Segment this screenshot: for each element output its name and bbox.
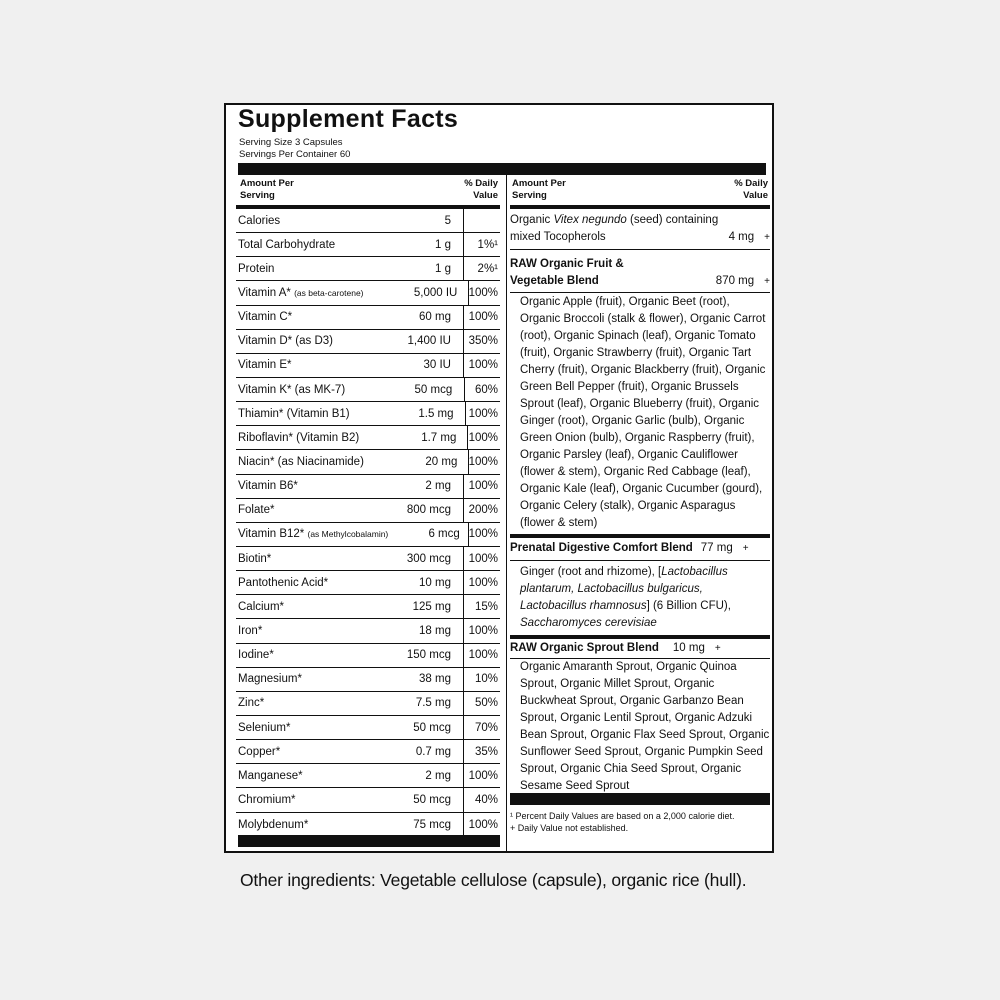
fruit-veg-blend-name-line1: RAW Organic Fruit &: [510, 258, 624, 270]
nutrient-name: [236, 722, 341, 734]
nutrient-row: [236, 450, 500, 474]
nutrient-amount: 60 mg: [419, 311, 451, 324]
nutrient-row: [236, 668, 500, 692]
left-bottom-bar: [238, 835, 500, 847]
nutrient-name-text: Vitamin K* (as MK-7): [238, 383, 346, 396]
nutrient-row: [236, 692, 500, 716]
nutrient-name-text: Protein: [238, 262, 275, 275]
fruit-veg-dv: +: [764, 276, 770, 287]
nutrient-daily-value: 15%: [474, 600, 498, 613]
footnote-dv-basis: ¹ Percent Daily Values are based on a 2,000 calorie diet.: [510, 811, 735, 821]
column-separator: [451, 764, 464, 787]
vitex-italic-name: Vitex negundo: [553, 214, 627, 226]
nutrient-row: [236, 813, 500, 837]
nutrient-amount: 1.5 mg: [418, 407, 454, 420]
column-separator: [451, 595, 464, 618]
nutrient-name: [236, 263, 341, 275]
column-separator: [451, 571, 464, 594]
sprout-ingredients: Organic Amaranth Sprout, Organic Quinoa Sprout, Organic Millet Sprout, Organic Buckwheat Sprout, Organic Garbanzo Bean Sprout, Organic Lentil Sprout, Organic Adzuki Bean Sprout, Organic Flax Seed Sprout, Organic Sunflower Seed Sprout, Organic Pumpkin Seed Sprout, Organic Chia Seed Sprout, Organic Sesame Seed Sprout: [510, 658, 770, 797]
column-separator: [451, 668, 464, 691]
nutrient-name: [236, 697, 341, 709]
nutrient-daily-value: 100%: [468, 407, 498, 420]
nutrient-daily-value: 2%¹: [477, 262, 498, 275]
nutrient-amount: 38 mg: [419, 673, 451, 686]
nutrient-row: [236, 788, 500, 812]
column-separator: [457, 450, 468, 473]
serving-info: [239, 137, 350, 161]
amount-per-serving-header: Amount Per Serving: [240, 178, 294, 201]
nutrient-daily-value: 100%: [468, 649, 498, 662]
nutrient-amount: 2 mg: [425, 480, 451, 493]
sprout-dv: +: [714, 643, 721, 654]
daily-value-header: % Daily Value: [464, 178, 498, 201]
nutrient-name: [236, 335, 341, 347]
fruit-veg-blend: [510, 250, 770, 292]
nutrient-name: [236, 794, 341, 806]
other-ingredients: Other ingredients: Vegetable cellulose (capsule), organic rice (hull).: [240, 870, 747, 890]
nutrient-name: [236, 432, 359, 444]
nutrient-daily-value: 70%: [474, 721, 498, 734]
footnote-dv-not-established: + Daily Value not established.: [510, 823, 629, 833]
nutrient-row: [236, 740, 500, 764]
digestive-ing-probiotics: Lactobacillus plantarum, Lactobacillus bulgaricus, Lactobacillus rhamnosus: [520, 566, 728, 612]
left-column-header: [236, 175, 500, 209]
column-separator: [451, 547, 464, 570]
nutrient-amount: 150 mcg: [406, 649, 451, 662]
nutrient-name: [236, 746, 341, 758]
nutrient-row: [236, 378, 500, 402]
column-separator: [451, 788, 464, 811]
nutrient-daily-value: 1%¹: [477, 238, 498, 251]
sprout-blend-header: [510, 640, 770, 658]
nutrient-name-text: Zinc*: [238, 697, 265, 710]
nutrient-amount: 7.5 mg: [415, 697, 451, 710]
column-separator: [451, 233, 464, 256]
nutrient-name-text: Folate*: [238, 504, 275, 517]
nutrient-name-text: Molybdenum*: [238, 818, 309, 831]
nutrient-name-text: Iodine*: [238, 649, 274, 662]
vitex-line2: [510, 229, 770, 249]
column-separator: [452, 378, 465, 401]
nutrient-name: [236, 384, 345, 396]
nutrient-row: [236, 209, 500, 233]
column-separator: [457, 281, 468, 304]
nutrient-row: [236, 475, 500, 499]
nutrient-row: [236, 523, 500, 547]
daily-value-header-right: % Daily Value: [734, 178, 768, 201]
digestive-ing-mid: ] (6 Billion CFU),: [646, 600, 731, 612]
sprout-blend-name: RAW Organic Sprout Blend: [510, 642, 659, 654]
nutrient-name: [236, 359, 341, 371]
nutrient-row: [236, 547, 500, 571]
nutrient-name-text: Vitamin A*: [238, 286, 291, 299]
nutrient-name-text: Riboflavin* (Vitamin B2): [238, 431, 360, 444]
nutrient-daily-value: 35%: [474, 745, 498, 758]
column-separator: [451, 813, 464, 837]
nutrient-row: [236, 306, 500, 330]
right-column-header: [510, 175, 770, 209]
nutrient-daily-value: 100%: [468, 480, 498, 493]
nutrient-name: [236, 215, 341, 227]
fruit-veg-blend-header: [510, 273, 770, 292]
column-separator: [451, 499, 464, 522]
nutrient-name-text: Magnesium*: [238, 673, 302, 686]
top-thick-bar: [238, 163, 766, 175]
nutrient-row: [236, 619, 500, 643]
fruit-veg-amount-value: 870 mg: [715, 275, 755, 287]
vitex-entry: [510, 209, 770, 250]
digestive-blend-name: Prenatal Digestive Comfort Blend: [510, 542, 693, 554]
column-separator: [451, 354, 464, 377]
nutrient-name-text: Biotin*: [238, 552, 272, 565]
nutrient-name: [236, 625, 341, 637]
nutrient-name-text: Vitamin B12*: [238, 528, 305, 541]
nutrient-name: [236, 770, 341, 782]
nutrient-amount: 2 mg: [425, 769, 451, 782]
digestive-ingredients: [510, 560, 770, 639]
serving-size: Serving Size 3 Capsules: [239, 137, 343, 148]
column-separator: [451, 330, 464, 353]
nutrient-name: [236, 287, 364, 299]
nutrient-name-text: Chromium*: [238, 793, 296, 806]
nutrient-row: [236, 595, 500, 619]
nutrient-name: [236, 480, 341, 492]
nutrient-row: [236, 426, 500, 450]
nutrient-name-text: Vitamin C*: [238, 311, 293, 324]
nutrient-row: [236, 571, 500, 595]
digestive-amount-value: 77 mg: [700, 542, 733, 554]
nutrient-row: [236, 644, 500, 668]
digestive-blend: [510, 538, 770, 560]
nutrient-name-text: Vitamin E*: [238, 359, 292, 372]
column-separator: [451, 475, 464, 498]
nutrient-daily-value: 100%: [468, 286, 498, 299]
nutrient-source-note: (as beta-carotene): [294, 287, 364, 298]
nutrient-column: [236, 175, 500, 837]
servings-per-container: Servings Per Container 60: [239, 149, 351, 160]
nutrient-name: [236, 649, 341, 661]
vitex-dv: +: [764, 232, 770, 243]
column-divider: [506, 175, 507, 851]
digestive-blend-amount: [701, 540, 749, 557]
panel-title: Supplement Facts: [238, 105, 459, 133]
nutrient-amount: 0.7 mg: [415, 745, 451, 758]
nutrient-daily-value: 100%: [468, 576, 498, 589]
nutrient-daily-value: 100%: [468, 818, 498, 831]
nutrient-table: [236, 209, 500, 837]
nutrient-name: [236, 819, 341, 831]
nutrient-daily-value: 100%: [468, 311, 498, 324]
vitex-tocopherols: mixed Tocopherols: [510, 231, 606, 243]
digestive-blend-header: [510, 540, 770, 560]
nutrient-name-text: Total Carbohydrate: [238, 238, 336, 251]
nutrient-amount: 50 mcg: [413, 793, 451, 806]
nutrient-amount: 1.7 mg: [421, 431, 457, 444]
nutrient-amount: 125 mg: [412, 600, 451, 613]
column-separator: [451, 692, 464, 715]
nutrient-amount: 1 g: [435, 262, 451, 275]
column-separator: [451, 740, 464, 763]
nutrient-name-text: Pantothenic Acid*: [238, 576, 329, 589]
nutrient-row: [236, 281, 500, 305]
column-separator: [451, 257, 464, 280]
column-separator: [451, 619, 464, 642]
nutrient-row: [236, 402, 500, 426]
nutrient-amount: 5,000 IU: [413, 286, 458, 299]
nutrient-source-note: (as Methylcobalamin): [307, 529, 389, 540]
amount-per-serving-header-right: Amount Per Serving: [512, 178, 566, 201]
column-separator: [456, 426, 468, 449]
nutrient-daily-value: 100%: [468, 455, 498, 468]
nutrient-daily-value: 100%: [468, 359, 498, 372]
fruit-veg-ingredients: Organic Apple (fruit), Organic Beet (root), Organic Broccoli (stalk & flower), Organic Carrot (root), Organic Spinach (leaf), Organic Tomato (fruit), Organic Strawberry (fruit), Organic Tart Cherry (fruit), Organic Blackberry (fruit), Organic Green Bell Pepper (fruit), Organic Brussels Sprout (leaf), Organic Blueberry (fruit), Organic Ginger (root), Organic Garlic (bulb), Organic Green Onion (bulb), Organic Raspberry (fruit), Organic Parsley (leaf), Organic Cauliflower (flower & stem), Organic Red Cabbage (leaf), Organic Kale (leaf), Organic Cucumber (gourd), Organic Celery (stalk), Organic Asparagus (flower & stem): [510, 292, 770, 538]
nutrient-name: [236, 673, 341, 685]
nutrient-daily-value: 100%: [468, 528, 498, 541]
nutrient-amount: 30 IU: [423, 359, 451, 372]
digestive-ing-yeast: Saccharomyces cerevisiae: [520, 617, 657, 629]
nutrient-amount: 18 mg: [419, 624, 451, 637]
fruit-veg-blend-name-line2: Vegetable Blend: [510, 275, 599, 287]
sprout-blend: [510, 639, 770, 658]
nutrient-name-text: Vitamin D* (as D3): [238, 335, 334, 348]
nutrient-amount: 5: [444, 214, 451, 227]
nutrient-row: [236, 716, 500, 740]
nutrient-row: [236, 354, 500, 378]
nutrient-amount: 50 mcg: [413, 721, 451, 734]
digestive-dv: +: [742, 543, 749, 554]
nutrient-name-text: Niacin* (as Niacinamide): [238, 455, 364, 468]
nutrient-daily-value: 60%: [474, 383, 498, 396]
nutrient-daily-value: 100%: [468, 431, 498, 444]
column-separator: [451, 306, 464, 329]
nutrient-amount: 1 g: [435, 238, 451, 251]
nutrient-name: [236, 528, 388, 540]
nutrient-name-text: Vitamin B6*: [238, 480, 298, 493]
nutrient-amount: 300 mcg: [406, 552, 451, 565]
nutrient-daily-value: 50%: [474, 697, 498, 710]
nutrient-amount: 10 mg: [419, 576, 451, 589]
nutrient-amount: 1,400 IU: [407, 335, 451, 348]
fruit-veg-blend-amount: [716, 273, 770, 290]
nutrient-amount: 6 mcg: [428, 528, 460, 541]
nutrient-amount: 800 mcg: [406, 504, 451, 517]
vitex-prefix: Organic: [510, 214, 554, 226]
nutrient-amount: 50 mcg: [414, 383, 453, 396]
nutrient-name-text: Iron*: [238, 624, 263, 637]
footnotes: [510, 810, 772, 834]
nutrient-name-text: Copper*: [238, 745, 281, 758]
vitex-suffix: (seed) containing: [626, 214, 719, 226]
nutrient-daily-value: 100%: [468, 552, 498, 565]
right-bottom-bar: [510, 793, 770, 805]
column-separator: [451, 209, 464, 232]
digestive-ing-prefix: Ginger (root and rhizome), [: [520, 566, 662, 578]
nutrient-row: [236, 233, 500, 257]
nutrient-name: [236, 311, 341, 323]
nutrient-name-text: Selenium*: [238, 721, 291, 734]
nutrient-name: [236, 504, 341, 516]
vitex-line1: [510, 212, 770, 229]
nutrient-name: [236, 577, 341, 589]
nutrient-name: [236, 601, 341, 613]
column-separator: [460, 523, 469, 546]
nutrient-name: [236, 239, 341, 251]
nutrient-row: [236, 499, 500, 523]
nutrient-daily-value: 350%: [468, 335, 498, 348]
nutrient-name: [236, 456, 364, 468]
vitex-amount: [729, 229, 770, 246]
column-separator: [451, 716, 464, 739]
nutrient-name-text: Calories: [238, 214, 281, 227]
nutrient-name: [236, 553, 341, 565]
nutrient-daily-value: 40%: [474, 793, 498, 806]
nutrient-row: [236, 257, 500, 281]
nutrient-row: [236, 764, 500, 788]
nutrient-row: [236, 330, 500, 354]
column-separator: [451, 644, 464, 667]
vitex-amount-value: 4 mg: [728, 231, 755, 243]
nutrient-name: [236, 408, 350, 420]
blend-column: [510, 175, 770, 797]
nutrient-daily-value: 100%: [468, 624, 498, 637]
nutrient-amount: 75 mcg: [413, 818, 451, 831]
sprout-blend-amount: [673, 640, 721, 657]
nutrient-name-text: Calcium*: [238, 600, 285, 613]
nutrient-name-text: Thiamin* (Vitamin B1): [238, 407, 350, 420]
supplement-facts-panel: [224, 103, 774, 853]
nutrient-name-text: Manganese*: [238, 769, 303, 782]
nutrient-daily-value: 100%: [468, 769, 498, 782]
nutrient-daily-value: 200%: [468, 504, 498, 517]
sprout-amount-value: 10 mg: [672, 642, 705, 654]
nutrient-amount: 20 mg: [425, 455, 458, 468]
nutrient-daily-value: 10%: [474, 673, 498, 686]
column-separator: [454, 402, 466, 425]
